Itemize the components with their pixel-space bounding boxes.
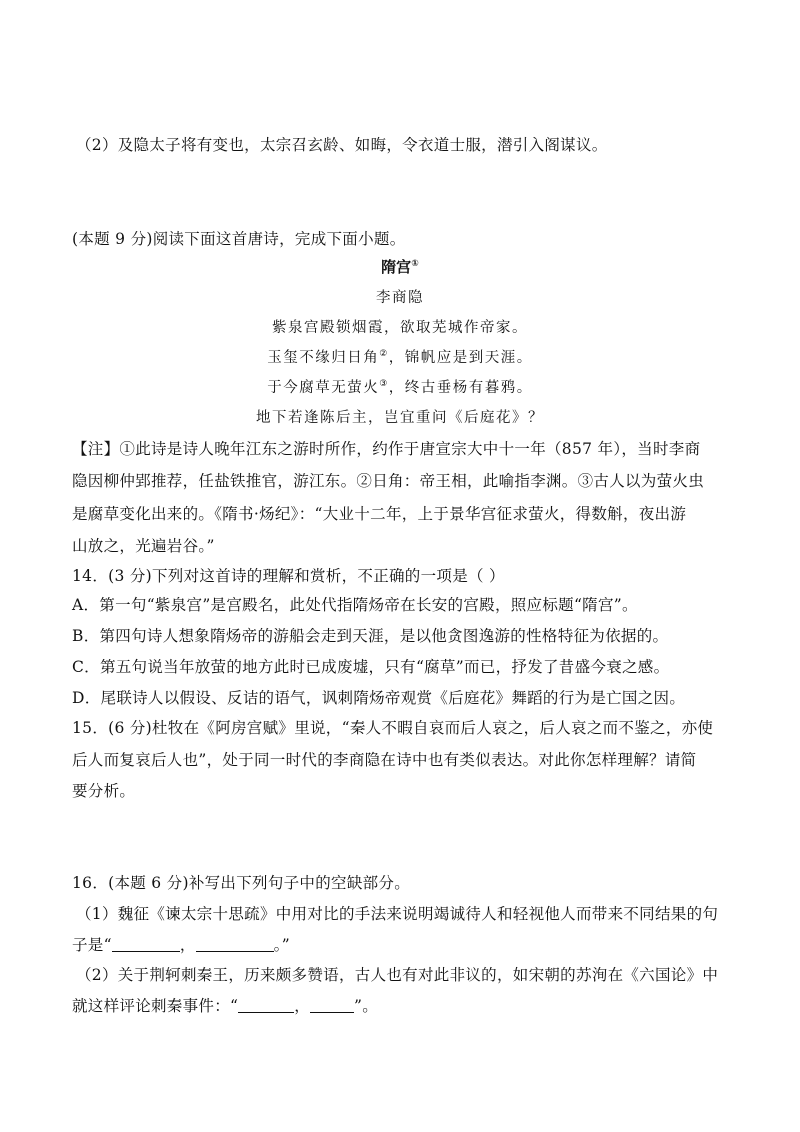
q16-item-1-line-2 <box>72 934 290 956</box>
q15-line: 要分析。 <box>72 782 136 800</box>
answer-blank[interactable] <box>196 936 274 952</box>
note-line: 山放之，光遍岩谷。” <box>72 537 215 555</box>
q15-line: 15．(6 分)杜牧在《阿房宫赋》里说，“秦人不暇自哀而后人哀之，后人哀之而不鉴之，亦使 <box>72 719 714 737</box>
poem-line-3a: 于今腐草无萤火 <box>267 380 380 396</box>
q16-item-2-line-2 <box>72 995 378 1017</box>
poem-line-4: 地下若逢陈后主，岂宜重问《后庭花》？ <box>256 410 544 426</box>
q16-item-1-suffix: 。” <box>273 936 290 954</box>
poem-line-3-note: ③ <box>379 379 389 389</box>
q13-item-2: （2）及隐太子将有变也，太宗召玄龄、如晦，令衣道士服，潜引入阁谋议。 <box>76 136 608 154</box>
poem-title <box>0 256 800 278</box>
answer-blank[interactable] <box>310 997 354 1013</box>
poem-author: 李商隐 <box>376 290 424 306</box>
note-line: 是腐草变化出来的。《隋书·炀纪》：“大业十二年，上于景华宫征求萤火，得数斛，夜出游 <box>72 505 687 523</box>
q16-item-2-suffix: ”。 <box>354 997 379 1015</box>
poem-line-2b: ，锦帆应是到天涯。 <box>388 350 533 366</box>
q14-option-d: D．尾联诗人以假设、反诘的语气，讽刺隋炀帝观赏《后庭花》舞蹈的行为是亡国之因。 <box>72 689 686 707</box>
poem-line-1: 紫泉宫殿锁烟霞，欲取芜城作帝家。 <box>272 320 528 336</box>
q15-line: 后人而复哀后人也”，处于同一时代的李商隐在诗中也有类似表达。对此你怎样理解？请简 <box>72 751 697 769</box>
note-line: 【注】①此诗是诗人晚年江东之游时所作，约作于唐宣宗大中十一年（857 年），当时李商 <box>72 440 701 458</box>
q16-item-2-line-1: （2）关于荆轲刺秦王，历来颇多赞语，古人也有对此非议的，如宋朝的苏洵在《六国论》中 <box>76 966 719 984</box>
poem-line-3 <box>0 377 800 399</box>
poem-title-note: ① <box>411 259 419 269</box>
q14-option-c: C．第五句说当年放萤的地方此时已成废墟，只有“腐草”而已，抒发了昔盛今衰之感。 <box>72 658 670 676</box>
section-intro: (本题 9 分)阅读下面这首唐诗，完成下面小题。 <box>72 230 406 248</box>
poem-line-3b: ，终古垂杨有暮鸦。 <box>388 380 533 396</box>
note-line: 隐因柳仲郢推荐，任盐铁推官，游江东。②日角：帝王相，此喻指李渊。③古人以为萤火虫 <box>72 472 705 490</box>
q16-item-1-line-1: （1）魏征《谏太宗十思疏》中用对比的手法来说明竭诚待人和轻视他人而带来不同结果的句 <box>76 905 719 923</box>
answer-blank[interactable] <box>112 936 180 952</box>
q16-stem: 16．(本题 6 分)补写出下列句子中的空缺部分。 <box>72 874 411 892</box>
poem-line-2a: 玉玺不缘归日角 <box>267 350 380 366</box>
poem-title-text: 隋宫 <box>381 258 412 276</box>
q14-option-b: B．第四句诗人想象隋炀帝的游船会走到天涯，是以他贪图逸游的性格特征为依据的。 <box>72 627 669 645</box>
poem-line-2 <box>0 347 800 369</box>
answer-blank[interactable] <box>238 997 294 1013</box>
q16-item-1-sep: ， <box>179 936 196 954</box>
q16-item-1-prefix: 子是“ <box>72 936 112 954</box>
q16-item-2-sep: ， <box>294 997 311 1015</box>
q14-stem: 14．(3 分)下列对这首诗的理解和赏析，不正确的一项是（ ） <box>72 567 505 585</box>
q16-item-2-prefix: 就这样评论刺秦事件：“ <box>72 997 239 1015</box>
q14-option-a: A．第一句“紫泉宫”是宫殿名，此处代指隋炀帝在长安的宫殿，照应标题“隋宫”。 <box>72 596 638 614</box>
poem-line-2-note: ② <box>379 349 389 359</box>
